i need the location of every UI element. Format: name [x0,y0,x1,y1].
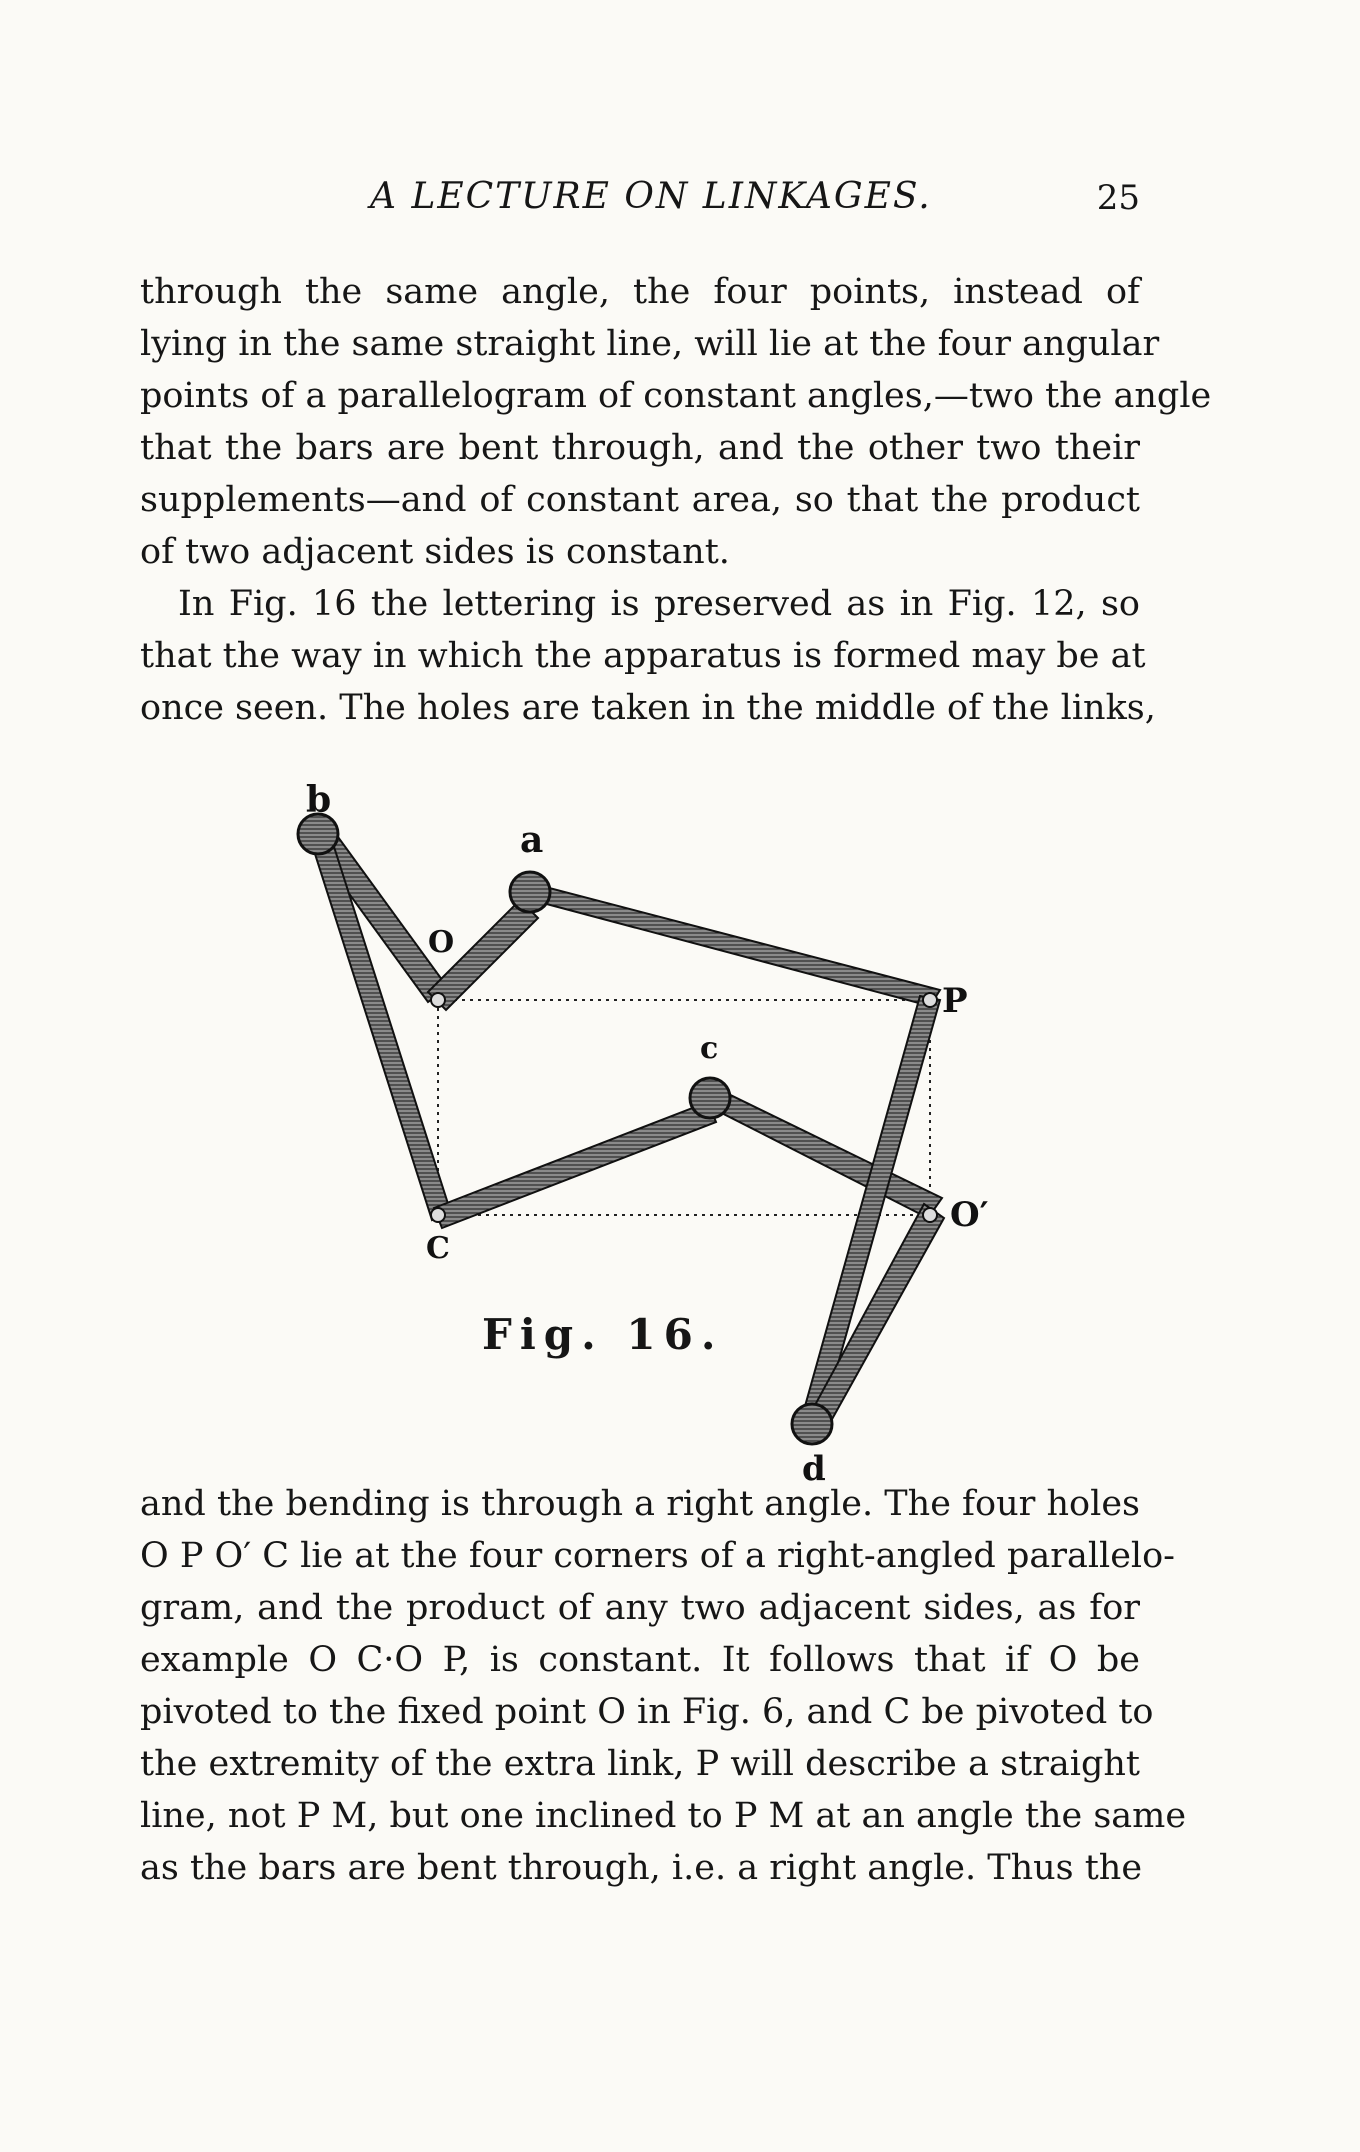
text-line: supplements—and of constant area, so that the product [140,480,1140,520]
figure-caption: Fig. 16. [482,1310,724,1359]
text-line: lying in the same straight line, will lie at the four angular [140,324,1160,364]
hole-p [923,993,937,1007]
paragraph-1 [140,266,1212,578]
text-line: through the same angle, the four points, instead of [140,272,1140,312]
text-line: In Fig. 16 the lettering is preserved as in Fig. 12, so [178,584,1140,624]
bar-o-prime-d [808,1204,944,1430]
running-header [140,176,1140,236]
text-line: pivoted to the fixed point O in Fig. 6, and C be pivoted to [140,1692,1154,1732]
bar-b-c [308,828,450,1220]
text-line: gram, and the product of any two adjacent sides, as for [140,1588,1140,1628]
text-line: that the bars are bent through, and the other two their [140,428,1140,468]
label-c-small: c [700,1031,719,1066]
label-b: b [306,779,332,821]
text-line: line, not P M, but one inclined to P M at an angle the same [140,1796,1187,1836]
paragraph-3 [140,1478,1187,1894]
hole-c [431,1208,445,1222]
bar-c-c [434,1102,716,1228]
running-title: A LECTURE ON LINKAGES. [370,176,932,217]
text-line: that the way in which the apparatus is formed may be at [140,636,1146,676]
label-c-big: C [426,1231,450,1266]
page-number: 25 [1096,178,1140,218]
label-p: P [942,981,968,1021]
joint-a [510,872,550,912]
text-line: once seen. The holes are taken in the middle of the links, [140,688,1156,728]
paragraph-2 [140,578,1156,734]
text-line: example O C·O P, is constant. It follows that if O be [140,1640,1140,1680]
text-line: O P O′ C lie at the four corners of a right-angled parallelo- [140,1536,1176,1576]
hole-o-prime [923,1208,937,1222]
text-line: and the bending is through a right angle. The four holes [140,1484,1140,1524]
hole-o [431,993,445,1007]
label-d: d [802,1449,826,1489]
label-o: O [428,925,455,960]
bar-a-p [524,884,940,1006]
label-a: a [520,819,544,861]
joint-c-small [690,1078,730,1118]
label-o-prime: O′ [950,1195,989,1235]
text-line: the extremity of the extra link, P will describe a straight [140,1744,1140,1784]
joint-d [792,1404,832,1444]
text-line: of two adjacent sides is constant. [140,532,730,572]
text-line: points of a parallelogram of constant angles,—two the angle [140,376,1212,416]
text-line: as the bars are bent through, i.e. a right angle. Thus the [140,1848,1143,1888]
